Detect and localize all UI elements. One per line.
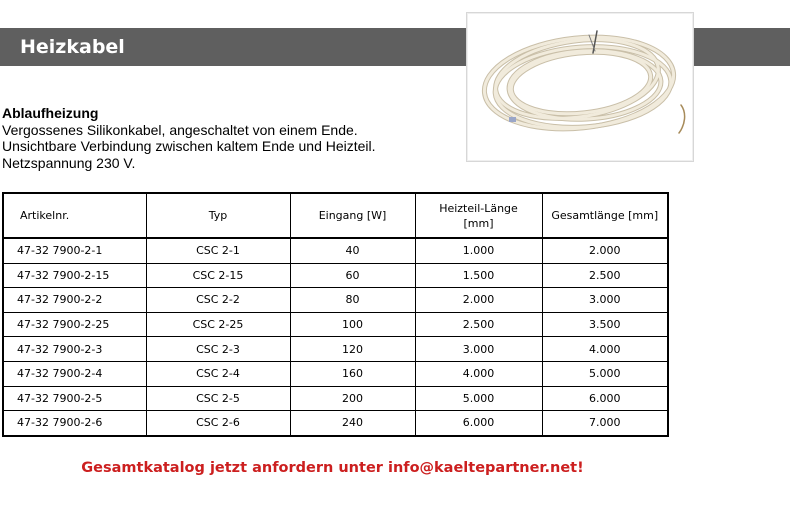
cell-artikelnr: 47-32 7900-2-25 [3,312,146,337]
description-heading: Ablaufheizung [2,105,99,121]
table-header-row [3,193,668,238]
cell-eingang: 60 [290,263,415,288]
catalog-request-footer: Gesamtkatalog jetzt anfordern unter info@kaeltepartner.net! [81,460,584,476]
table-row [3,312,668,337]
cell-eingang: 80 [290,288,415,313]
cell-heizteil-laenge: 1.500 [415,263,542,288]
cell-heizteil-laenge: 4.000 [415,361,542,386]
spec-table [2,192,669,437]
cell-artikelnr: 47-32 7900-2-4 [3,361,146,386]
cell-typ: CSC 2-5 [146,386,290,411]
cell-eingang: 240 [290,411,415,436]
cell-gesamtlaenge: 3.000 [542,288,668,313]
cell-typ: CSC 2-3 [146,337,290,362]
table-row [3,337,668,362]
cell-artikelnr: 47-32 7900-2-6 [3,411,146,436]
description-line: Vergossenes Silikonkabel, angeschaltet von einem Ende. [2,121,358,138]
cell-gesamtlaenge: 6.000 [542,386,668,411]
cell-eingang: 40 [290,238,415,263]
table-row [3,386,668,411]
cell-gesamtlaenge: 2.500 [542,263,668,288]
col-header-artikelnr: Artikelnr. [3,193,146,238]
cell-heizteil-laenge: 5.000 [415,386,542,411]
page-title: Heizkabel [20,36,125,58]
cell-heizteil-laenge: 6.000 [415,411,542,436]
cell-gesamtlaenge: 2.000 [542,238,668,263]
cell-typ: CSC 2-25 [146,312,290,337]
cell-gesamtlaenge: 4.000 [542,337,668,362]
cell-eingang: 100 [290,312,415,337]
cell-typ: CSC 2-2 [146,288,290,313]
cell-eingang: 200 [290,386,415,411]
col-header-gesamtlaenge: Gesamtlänge [mm] [542,193,668,238]
table-row [3,288,668,313]
title-bar-extension [678,28,790,66]
title-bar [0,28,473,66]
table-row [3,238,668,263]
cell-typ: CSC 2-4 [146,361,290,386]
cell-artikelnr: 47-32 7900-2-15 [3,263,146,288]
cell-artikelnr: 47-32 7900-2-5 [3,386,146,411]
cell-heizteil-laenge: 2.500 [415,312,542,337]
cell-gesamtlaenge: 5.000 [542,361,668,386]
product-description [2,105,457,171]
description-line: Netzspannung 230 V. [2,154,136,171]
cell-typ: CSC 2-15 [146,263,290,288]
coiled-cable-photo-icon [467,13,693,161]
cell-artikelnr: 47-32 7900-2-1 [3,238,146,263]
cell-heizteil-laenge: 2.000 [415,288,542,313]
col-header-heizteil-line1: Heizteil-Länge [439,201,518,215]
col-header-eingang: Eingang [W] [290,193,415,238]
cell-artikelnr: 47-32 7900-2-3 [3,337,146,362]
cell-typ: CSC 2-6 [146,411,290,436]
table-row [3,263,668,288]
product-photo [466,12,694,162]
cell-heizteil-laenge: 1.000 [415,238,542,263]
col-header-typ: Typ [146,193,290,238]
cell-typ: CSC 2-1 [146,238,290,263]
cell-artikelnr: 47-32 7900-2-2 [3,288,146,313]
table-row [3,361,668,386]
cell-eingang: 160 [290,361,415,386]
description-line: Unsichtbare Verbindung zwischen kaltem Ende und Heizteil. [2,138,376,154]
cell-gesamtlaenge: 3.500 [542,312,668,337]
cell-gesamtlaenge: 7.000 [542,411,668,436]
cell-eingang: 120 [290,337,415,362]
col-header-heizteil-laenge [415,193,542,238]
cell-heizteil-laenge: 3.000 [415,337,542,362]
table-row [3,411,668,436]
col-header-heizteil-line2: [mm] [463,216,494,230]
